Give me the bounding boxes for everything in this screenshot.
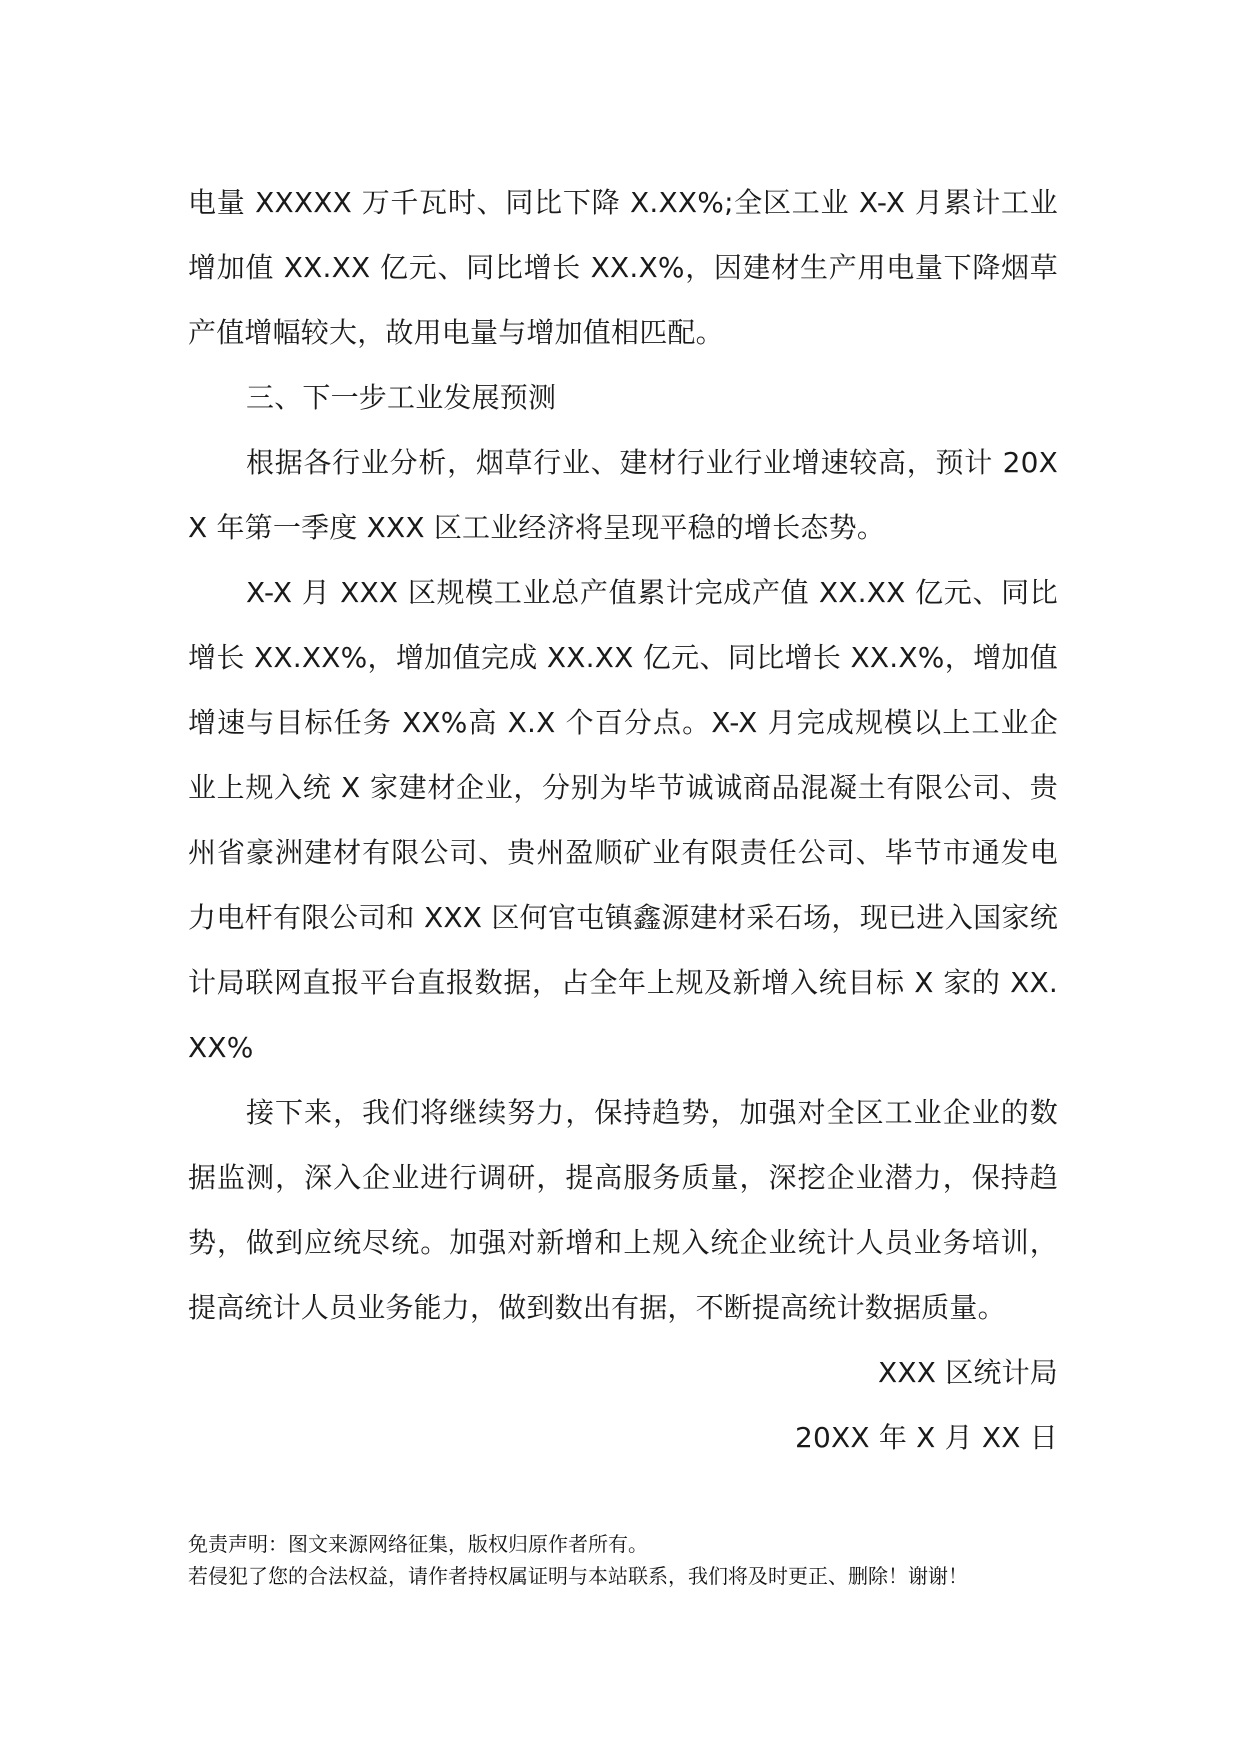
disclaimer [188, 1528, 1088, 1592]
paragraph-3: X-X 月 XXX 区规模工业总产值累计完成产值 XX.XX 亿元、同比增长 XX.XX%，增加值完成 XX.XX 亿元、同比增长 XX.X%，增加值增速与目标任务 XX%高 X.X 个百分点。X-X 月完成规模以上工业企业上规入统 X 家建材企业，分别为毕节诚诚商品混凝土有限公司、贵州省豪洲建材有限公司、贵州盈顺矿业有限责任公司、毕节市通发电力电杆有限公司和 XXX 区何官屯镇鑫源建材采石场，现已进入国家统计局联网直报平台直报数据，占全年上规及新增入统目标 X 家的 XX.XX% [188, 576, 1058, 1064]
signature-org: XXX 区统计局 [877, 1356, 1058, 1389]
signature-date: 20XX 年 X 月 XX 日 [794, 1421, 1058, 1454]
disclaimer-line-2: 若侵犯了您的合法权益，请作者持权属证明与本站联系，我们将及时更正、删除！谢谢！ [188, 1564, 968, 1588]
paragraph-2: 根据各行业分析，烟草行业、建材行业行业增速较高，预计 20XX 年第一季度 XXX 区工业经济将呈现平稳的增长态势。 [188, 446, 1058, 544]
document-body [188, 170, 1058, 1470]
paragraph-4: 接下来，我们将继续努力，保持趋势，加强对全区工业企业的数据监测，深入企业进行调研，提高服务质量，深挖企业潜力，保持趋势，做到应统尽统。加强对新增和上规入统企业统计人员业务培训，提高统计人员业务能力，做到数出有据，不断提高统计数据质量。 [188, 1096, 1058, 1324]
paragraph-1: 电量 XXXXX 万千瓦时、同比下降 X.XX%;全区工业 X-X 月累计工业增加值 XX.XX 亿元、同比增长 XX.X%，因建材生产用电量下降烟草产值增幅较大，故用电量与增加值相匹配。 [188, 186, 1058, 349]
section-heading: 三、下一步工业发展预测 [246, 381, 557, 414]
disclaimer-line-1: 免责声明：图文来源网络征集，版权归原作者所有。 [188, 1532, 648, 1556]
